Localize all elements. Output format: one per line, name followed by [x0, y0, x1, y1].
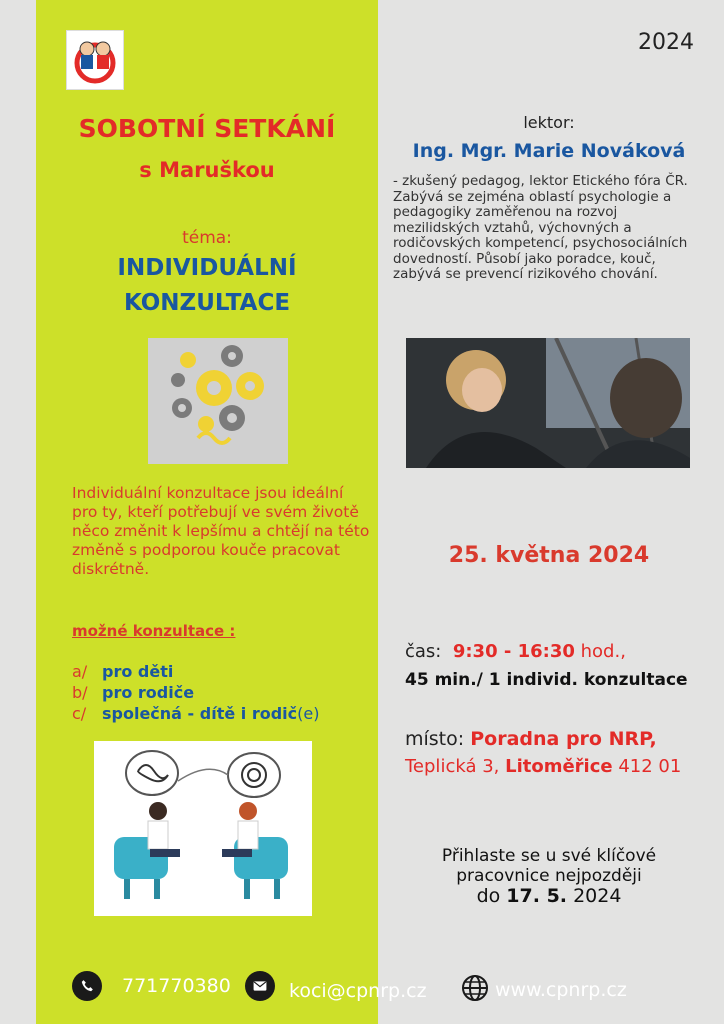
- address-street: Teplická 3,: [405, 756, 500, 777]
- lecturer-name: Ing. Mgr. Marie Nováková: [412, 140, 686, 162]
- option-suffix: (e): [297, 704, 320, 723]
- deadline-year: 2024: [573, 885, 622, 907]
- option-letter: b/: [72, 683, 88, 702]
- topic-line-1: INDIVIDUÁLNÍ: [117, 255, 297, 281]
- duration-text: 45 min./ 1 individ. konzultace: [405, 670, 688, 690]
- time-label: čas:: [405, 641, 442, 662]
- deadline-date: 17. 5.: [506, 885, 568, 907]
- lecturer-photo: [406, 338, 690, 468]
- website-url[interactable]: www.cpnrp.cz: [495, 979, 627, 1001]
- intro-text: Individuální konzultace jsou ideální pro ty, kteří potřebují ve svém životě něco změnit k lepšímu a chtějí na této změně s podporou kouče pracovat diskrétně.: [72, 484, 370, 578]
- lecturer-label: lektor:: [523, 113, 575, 132]
- registration-block: [378, 846, 720, 906]
- counseling-illustration: [94, 741, 312, 916]
- place-row: [405, 728, 657, 750]
- event-title: SOBOTNÍ SETKÁNÍ: [78, 114, 336, 143]
- option-letter: a/: [72, 662, 88, 681]
- lecturer-bio: - zkušený pedagog, lektor Etického fóra ČR. Zabývá se zejména oblastí psychologie a pedagogiky zaměřenou na rozvoj mezilidských vztahů, výchovných a rodičovských kompetencí, psychosociálních dovedností. Působí jako poradce, kouč, zabývá se prevencí rizikového chování.: [393, 173, 688, 282]
- phone-number[interactable]: 771770380: [122, 975, 231, 997]
- organization-logo-icon: [66, 30, 124, 90]
- time-value: 9:30 - 16:30: [452, 641, 575, 662]
- option-label: pro děti: [102, 662, 174, 681]
- option-letter: c/: [72, 704, 87, 723]
- topic-label: téma:: [182, 228, 232, 248]
- option-item: [72, 704, 319, 724]
- phone-icon: [72, 971, 102, 1001]
- place-label: místo:: [405, 728, 465, 750]
- year-label: 2024: [638, 30, 694, 55]
- email-icon: [245, 971, 275, 1001]
- address-city: Litoměřice: [505, 756, 613, 777]
- time-unit: hod.,: [580, 641, 626, 662]
- registration-line-2: pracovnice nejpozději: [456, 866, 642, 886]
- registration-deadline-row: [378, 886, 720, 906]
- time-row: [405, 641, 626, 662]
- event-subtitle: s Maruškou: [139, 158, 275, 182]
- option-label: pro rodiče: [102, 683, 195, 702]
- address-zip: 412 01: [618, 756, 682, 777]
- event-date: 25. května 2024: [448, 543, 650, 568]
- email-address[interactable]: koci@cpnrp.cz: [289, 980, 427, 1002]
- gears-illustration: [148, 338, 288, 464]
- options-heading: možné konzultace :: [72, 622, 236, 640]
- topic-line-2: KONZULTACE: [123, 290, 291, 316]
- address-row: [405, 756, 681, 777]
- option-label: společná - dítě i rodič: [102, 704, 298, 723]
- deadline-prefix: do: [476, 885, 501, 907]
- place-name: Poradna pro NRP,: [470, 728, 657, 750]
- option-item: [72, 683, 194, 703]
- registration-line-1: Přihlaste se u své klíčové: [441, 846, 657, 866]
- globe-icon: [461, 974, 489, 1002]
- option-item: [72, 662, 173, 682]
